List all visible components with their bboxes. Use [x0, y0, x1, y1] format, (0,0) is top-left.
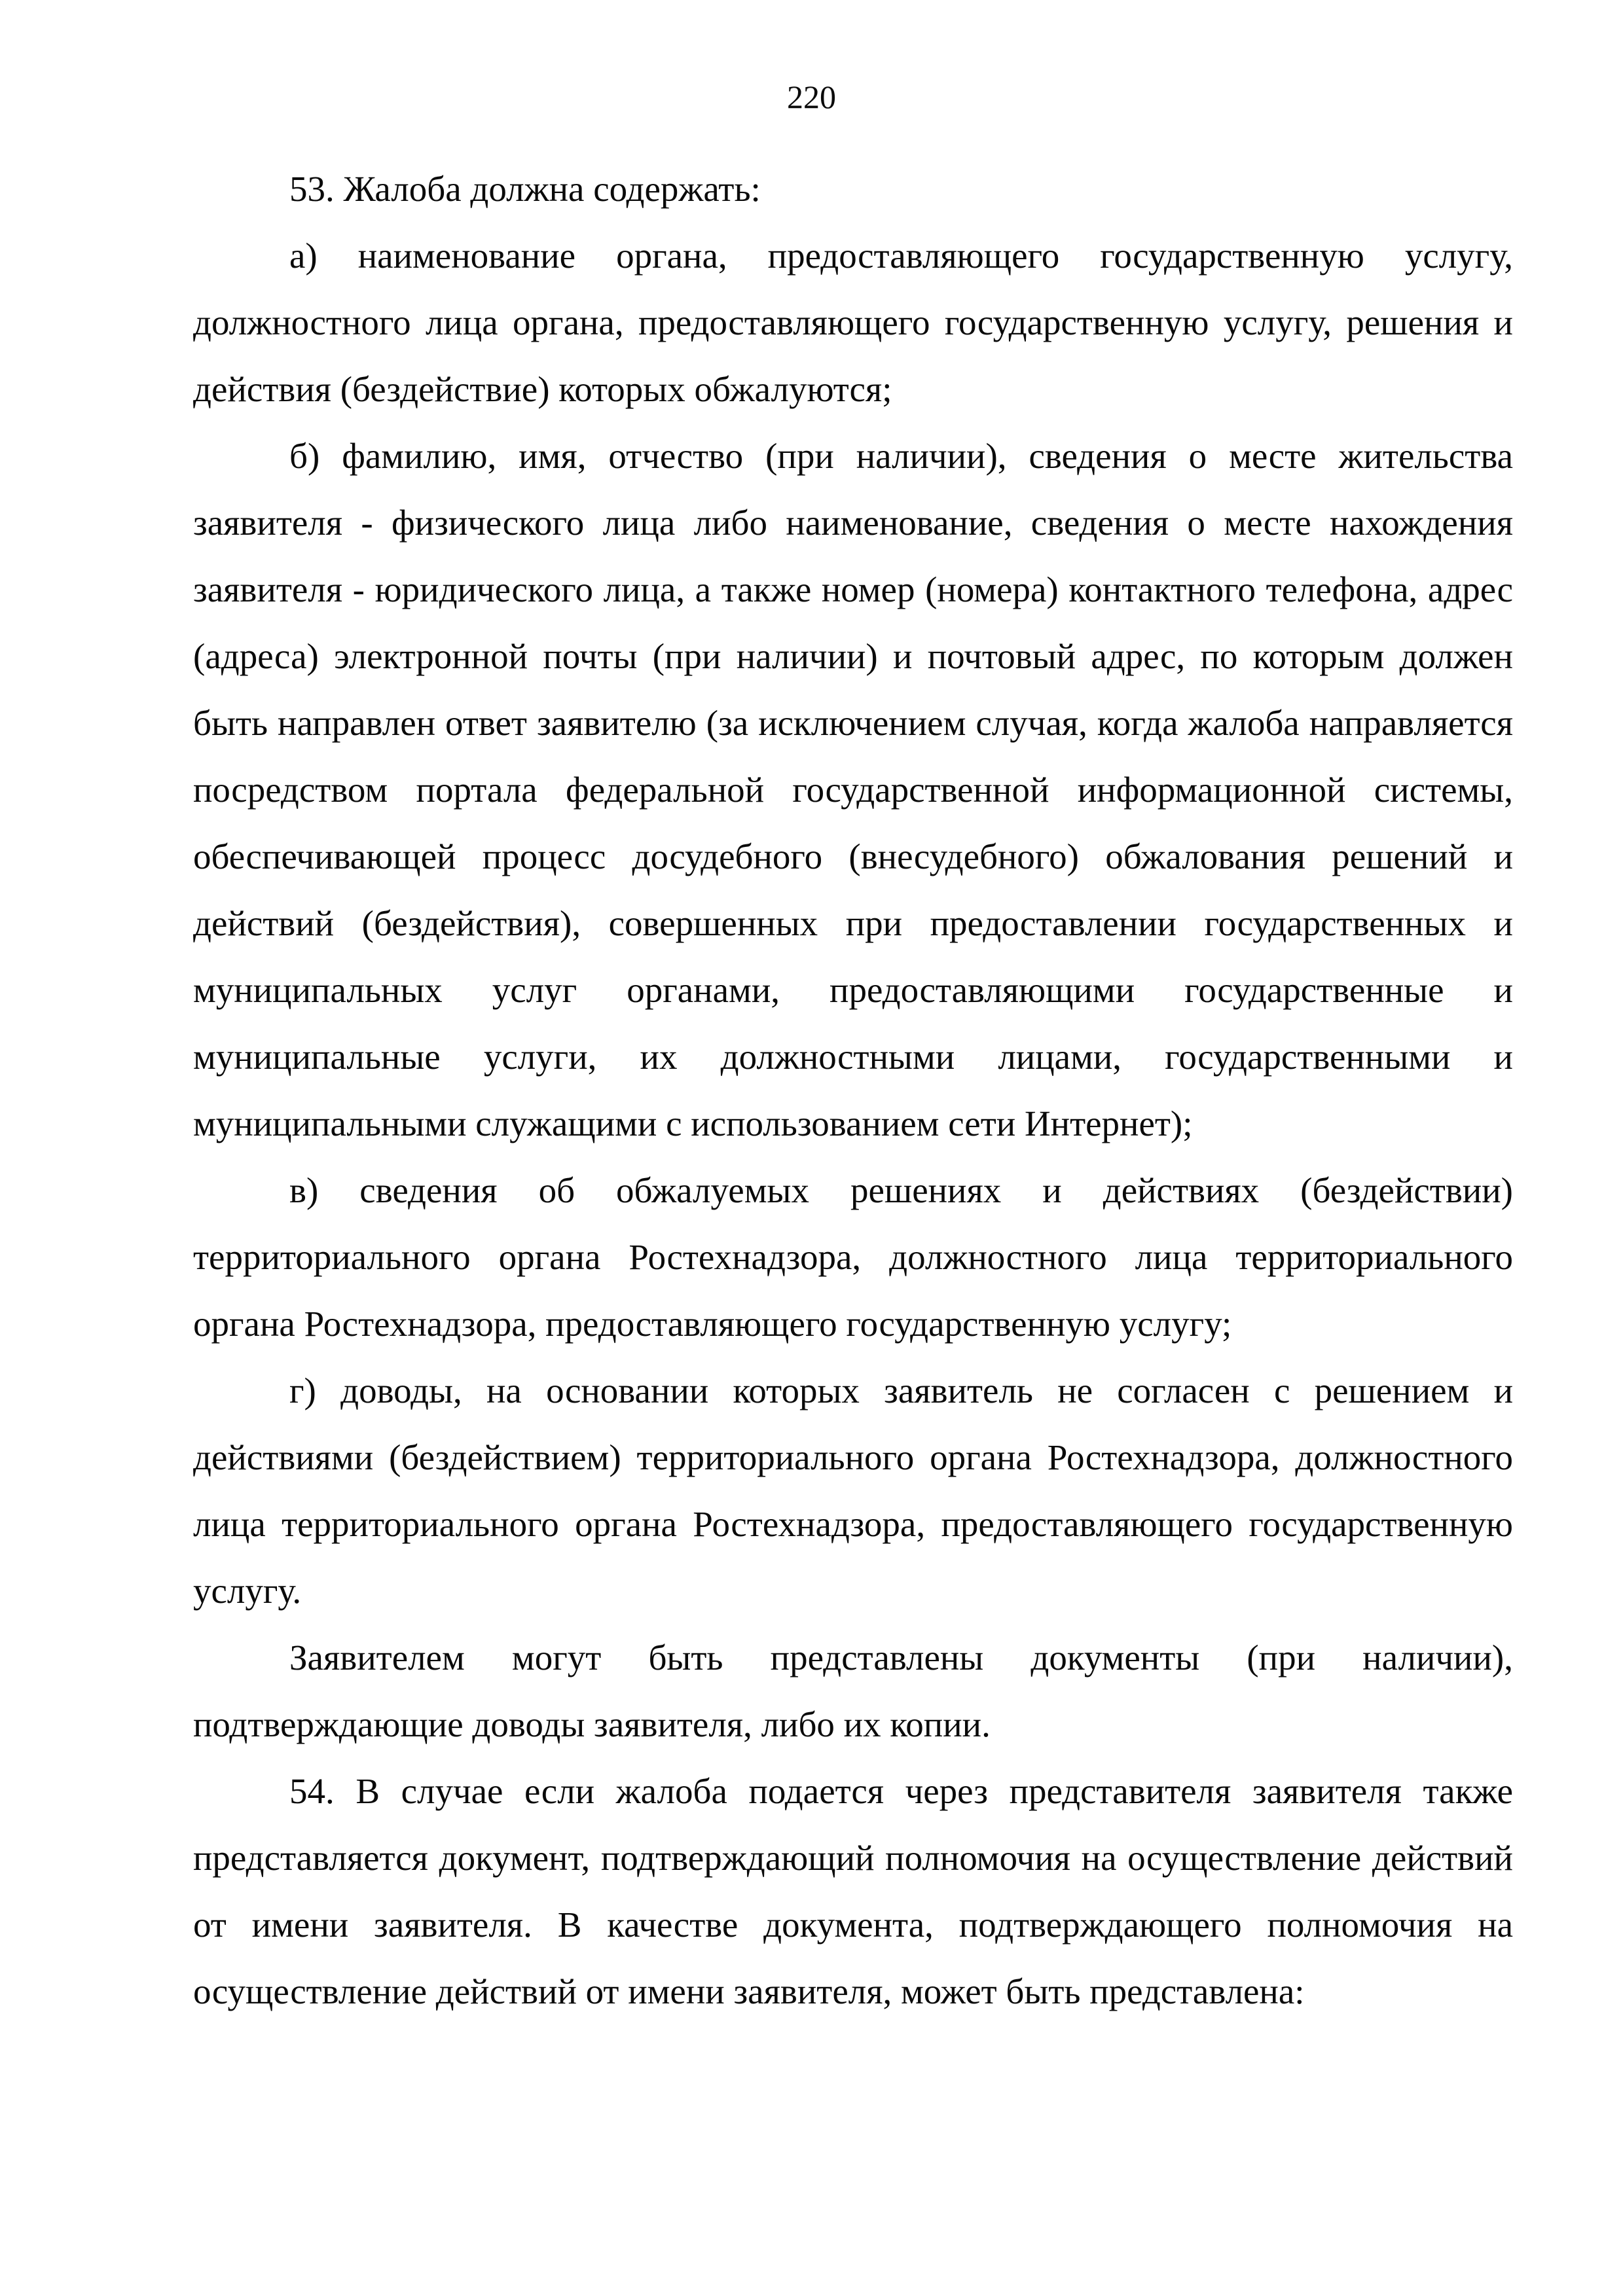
- paragraph-54: 54. В случае если жалоба подается через представителя заявителя также представляется документ, подтверждающий полномочия на осуществление действий от имени заявителя. В качестве документа, подтверждающего полномочия на осуществление действий от имени заявителя, может быть представлена:: [193, 1771, 1513, 2011]
- paragraph-53-b: б) фамилию, имя, отчество (при наличии), сведения о месте жительства заявителя - физического лица либо наименование, сведения о месте нахождения заявителя - юридического лица, а также номер (номера) контактного телефона, адрес (адреса) электронной почты (при наличии) и почтовый адрес, по которым должен быть направлен ответ заявителю (за исключением случая, когда жалоба направляется посредством портала федеральной государственной информационной системы, обеспечивающей процесс досудебного (внесудебного) обжалования решений и действий (бездействия), совершенных при предоставлении государственных и муниципальных услуг органами, предоставляющими государственные и муниципальные услуги, их должностными лицами, государственными и муниципальными служащими с использованием сети Интернет);: [193, 436, 1513, 1143]
- paragraph-53-a: а) наименование органа, предоставляющего государственную услугу, должностного лица органа, предоставляющего государственную услугу, решения и действия (бездействие) которых обжалуются;: [193, 236, 1513, 409]
- paragraph-documents: Заявителем могут быть представлены документы (при наличии), подтверждающие доводы заявителя, либо их копии.: [193, 1638, 1513, 1744]
- page-number: 220: [787, 79, 836, 115]
- paragraph-53-heading: 53. Жалоба должна содержать:: [289, 169, 761, 209]
- paragraph-53-v: в) сведения об обжалуемых решениях и действиях (бездействии) территориального органа Ростехнадзора, должностного лица территориального органа Ростехнадзора, предоставляющего государственную услугу;: [193, 1170, 1513, 1344]
- document-body: [193, 156, 1513, 2025]
- paragraph-53-g: г) доводы, на основании которых заявитель не согласен с решением и действиями (бездействием) территориального органа Ростехнадзора, должностного лица территориального органа Ростехнадзора, предоставляющего государственную услугу.: [193, 1371, 1513, 1611]
